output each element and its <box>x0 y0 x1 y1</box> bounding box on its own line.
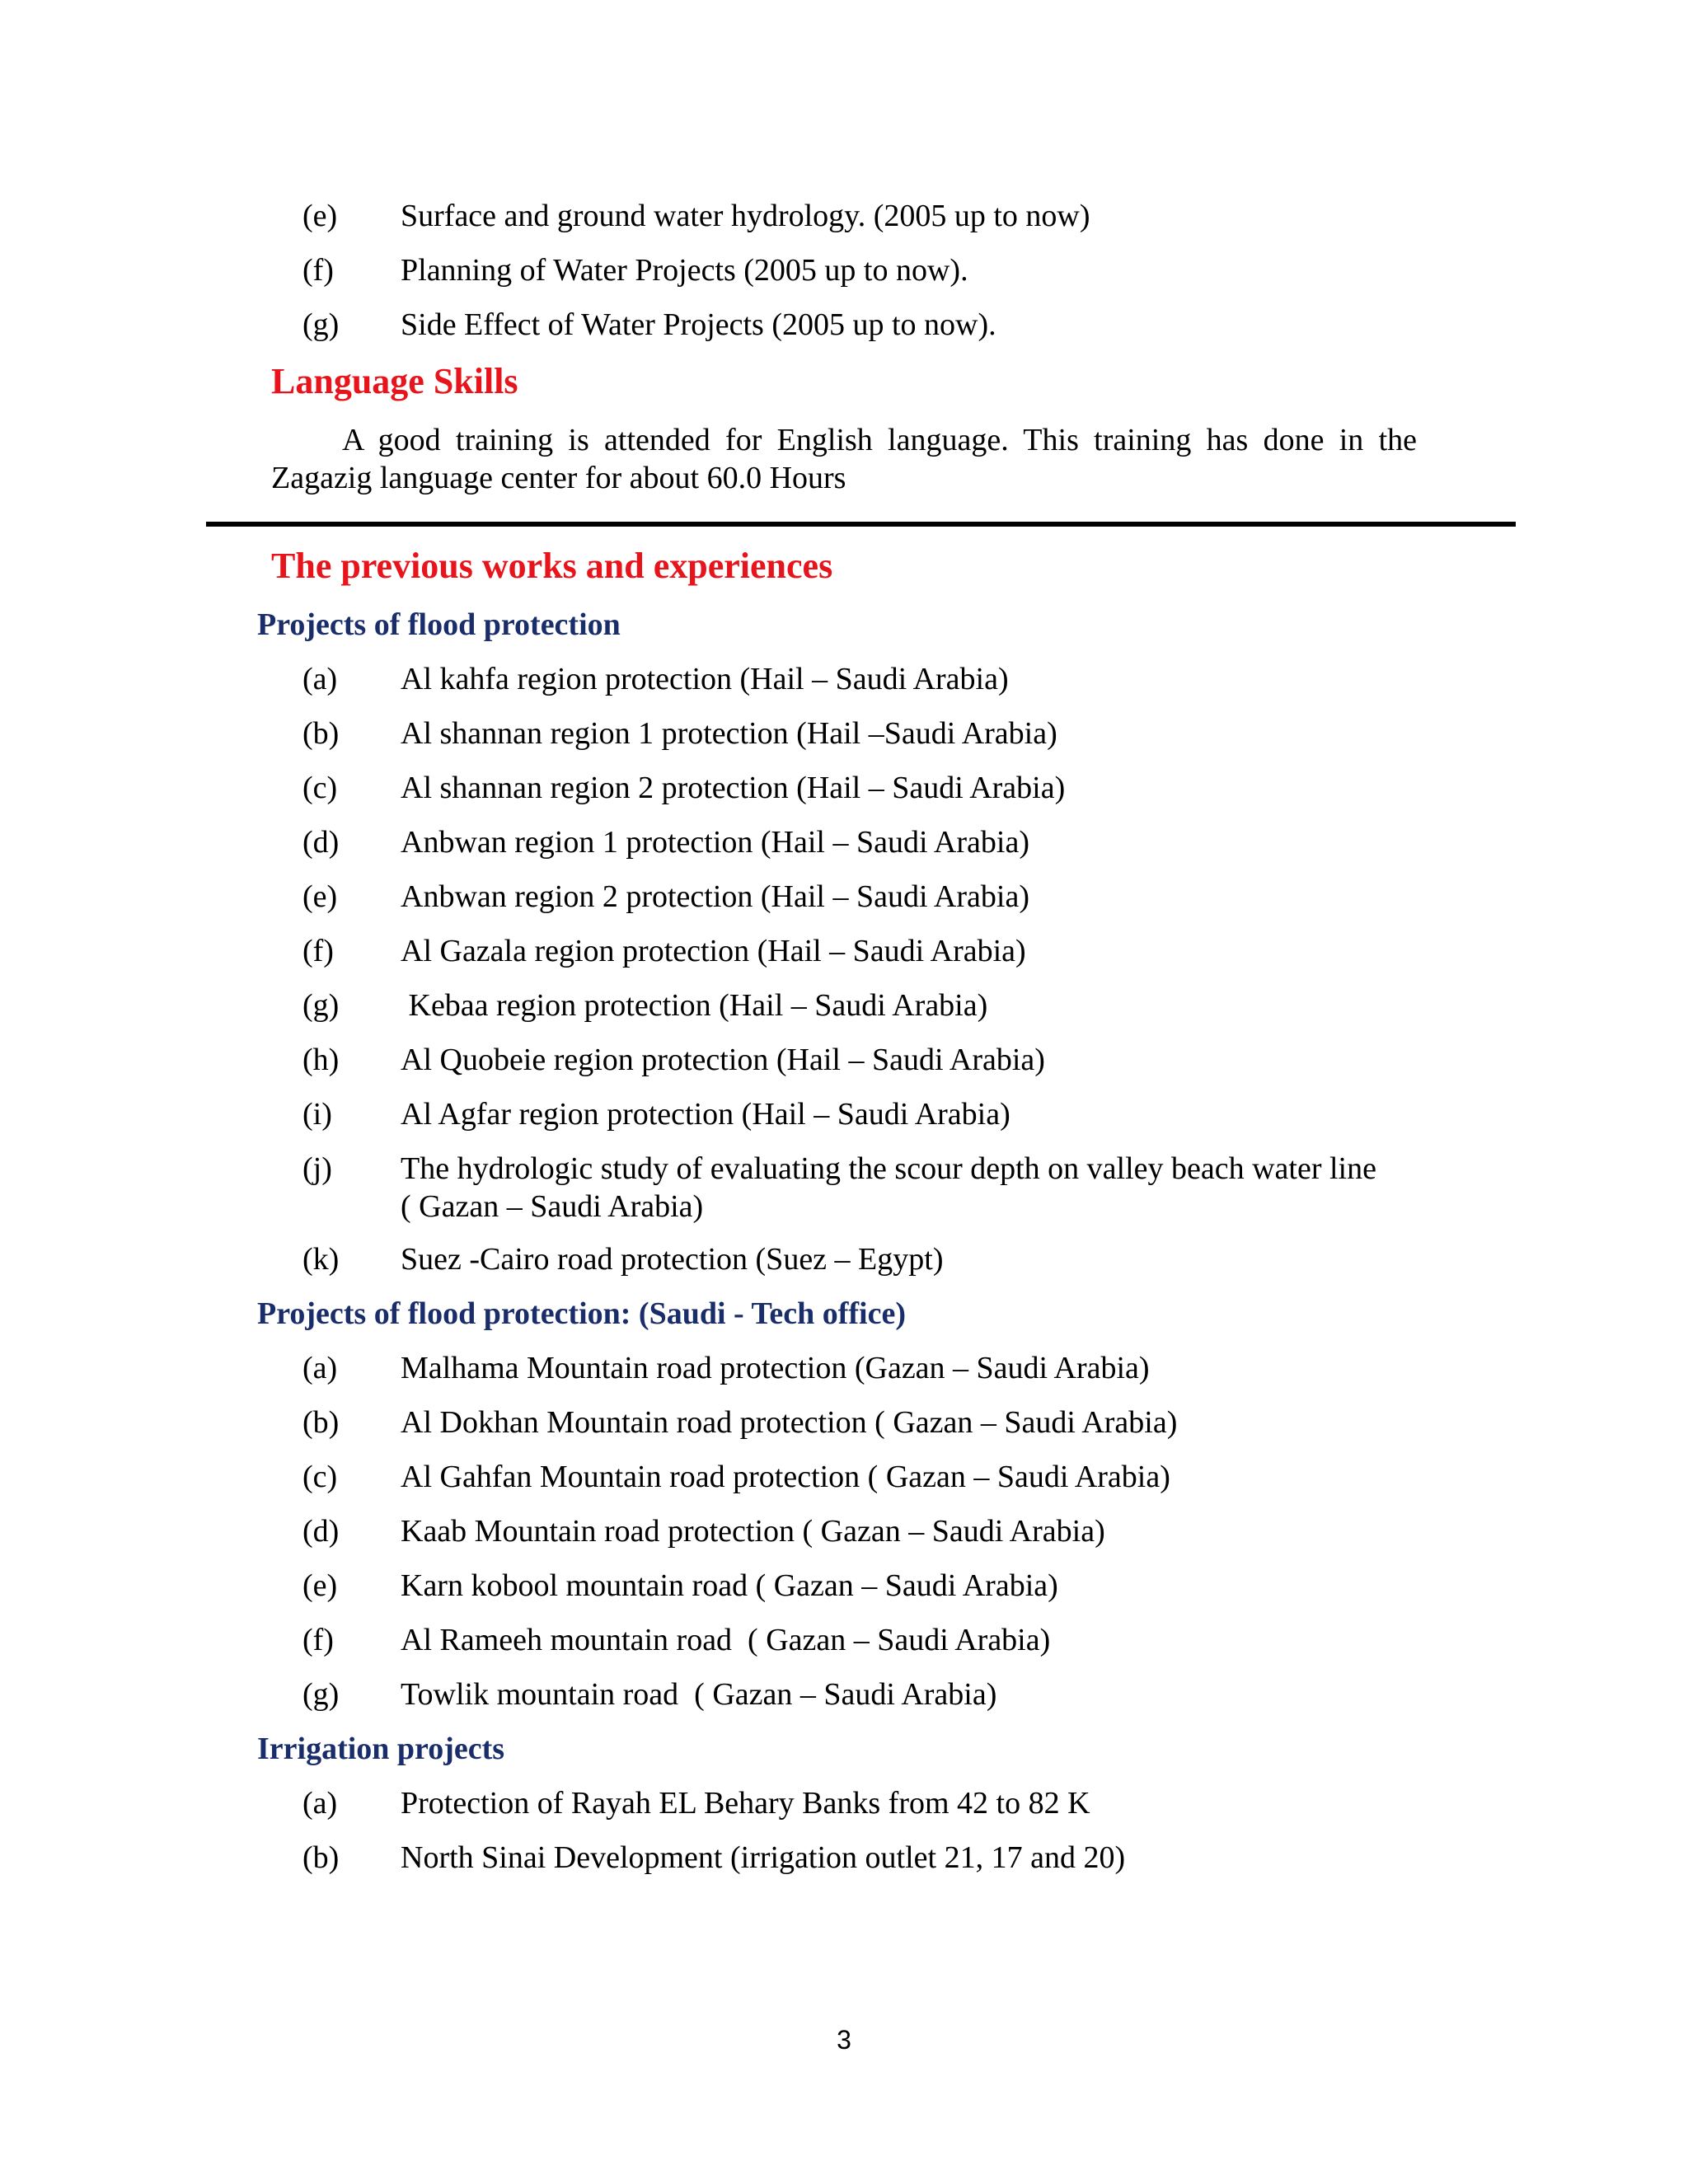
paragraph-line: Zagazig language center for about 60.0 Hours <box>271 461 846 495</box>
list-item-label: (f) <box>302 1623 334 1657</box>
list-item-label: (i) <box>302 1097 332 1132</box>
list-item-label: (k) <box>302 1242 340 1277</box>
list-item-label: (a) <box>302 662 338 696</box>
list-item-label: (e) <box>302 1568 338 1603</box>
list-item-text: Anbwan region 2 protection (Hail – Saudi Arabia) <box>401 879 1029 914</box>
list-item-text: Side Effect of Water Projects (2005 up to now). <box>401 307 996 342</box>
list-item-label: (g) <box>302 988 340 1023</box>
section-divider <box>206 522 1516 527</box>
list-item-label: (b) <box>302 716 340 751</box>
list-item-text: North Sinai Development (irrigation outlet 21, 17 and 20) <box>401 1840 1126 1875</box>
list-item-label: (e) <box>302 199 338 233</box>
list-item-text: Surface and ground water hydrology. (2005 up to now) <box>401 199 1090 233</box>
list-item-label: (g) <box>302 307 340 342</box>
list-item-text: Al Quobeie region protection (Hail – Saudi Arabia) <box>401 1043 1045 1077</box>
list-item-text: Kebaa region protection (Hail – Saudi Arabia) <box>401 988 988 1023</box>
paragraph-line <box>271 421 1417 459</box>
list-item-text: Al Gazala region protection (Hail – Saudi Arabia) <box>401 934 1026 968</box>
list-item-label: (b) <box>302 1405 340 1440</box>
list-item-label: (j) <box>302 1151 332 1186</box>
list-item-label: (c) <box>302 771 338 805</box>
list-item-label: (d) <box>302 1514 340 1549</box>
list-item-label: (f) <box>302 253 334 288</box>
list-item-text: Malhama Mountain road protection (Gazan – Saudi Arabia) <box>401 1351 1150 1385</box>
irrigation-heading: Irrigation projects <box>257 1732 505 1766</box>
list-item-text: Al Agfar region protection (Hail – Saudi Arabia) <box>401 1097 1010 1132</box>
list-item-text: Al Gahfan Mountain road protection ( Gazan – Saudi Arabia) <box>401 1460 1170 1494</box>
list-item-text: Al Rameeh mountain road ( Gazan – Saudi Arabia) <box>401 1623 1051 1657</box>
list-item-label: (a) <box>302 1351 338 1385</box>
list-item-text: Al shannan region 1 protection (Hail –Saudi Arabia) <box>401 716 1057 751</box>
list-item-label: (b) <box>302 1840 340 1875</box>
list-item-text: Al kahfa region protection (Hail – Saudi Arabia) <box>401 662 1009 696</box>
language-skills-paragraph <box>271 421 1417 497</box>
page-number: 3 <box>837 2025 851 2055</box>
language-skills-heading: Language Skills <box>271 361 518 401</box>
list-item-text: Protection of Rayah EL Behary Banks from 42 to 82 K <box>401 1786 1090 1821</box>
list-item-text: Al shannan region 2 protection (Hail – Saudi Arabia) <box>401 771 1066 805</box>
previous-works-heading: The previous works and experiences <box>271 546 833 586</box>
paragraph-text: A good training is attended for English language. This training has done in the <box>342 423 1417 457</box>
list-item-label: (c) <box>302 1460 338 1494</box>
list-item-text: The hydrologic study of evaluating the scour depth on valley beach water line <box>401 1151 1376 1186</box>
list-item-label: (d) <box>302 825 340 860</box>
flood-protection-saudi-heading: Projects of flood protection: (Saudi - Tech office) <box>257 1296 906 1331</box>
list-item-text: Towlik mountain road ( Gazan – Saudi Arabia) <box>401 1677 997 1712</box>
list-item-label: (f) <box>302 934 334 968</box>
list-item-label: (h) <box>302 1043 340 1077</box>
flood-protection-heading: Projects of flood protection <box>257 607 621 642</box>
list-item-text: Karn kobool mountain road ( Gazan – Saudi Arabia) <box>401 1568 1058 1603</box>
list-item-text-continued: ( Gazan – Saudi Arabia) <box>401 1189 704 1224</box>
list-item-label: (a) <box>302 1786 338 1821</box>
list-item-text: Kaab Mountain road protection ( Gazan – Saudi Arabia) <box>401 1514 1105 1549</box>
list-item-label: (g) <box>302 1677 340 1712</box>
list-item-text: Planning of Water Projects (2005 up to now). <box>401 253 968 288</box>
list-item-text: Al Dokhan Mountain road protection ( Gazan – Saudi Arabia) <box>401 1405 1178 1440</box>
list-item-label: (e) <box>302 879 338 914</box>
list-item-text: Anbwan region 1 protection (Hail – Saudi Arabia) <box>401 825 1029 860</box>
list-item-text: Suez -Cairo road protection (Suez – Egypt) <box>401 1242 944 1277</box>
